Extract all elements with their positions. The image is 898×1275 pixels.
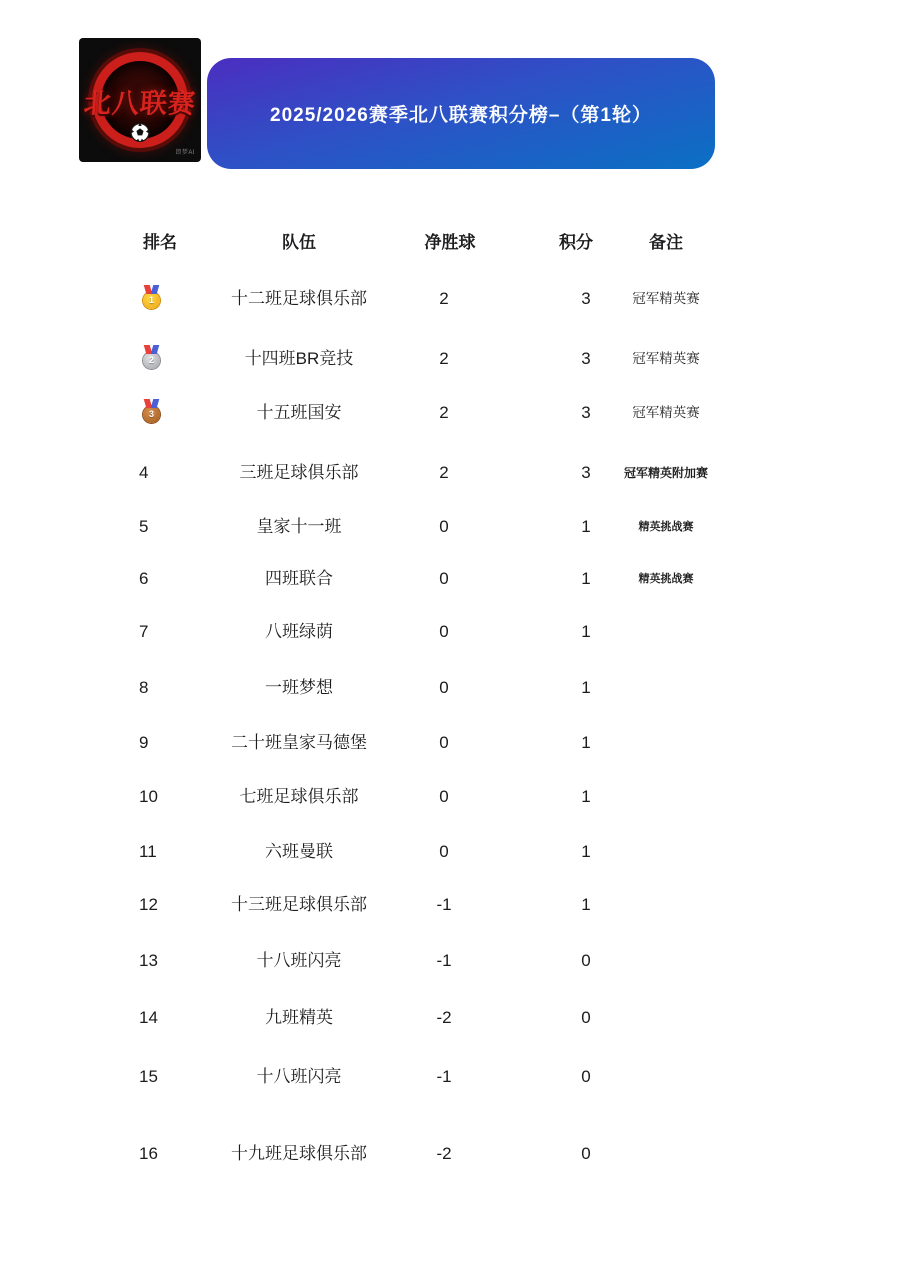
rank: 16 <box>139 1144 158 1163</box>
points: 1 <box>581 733 591 752</box>
rank: 15 <box>139 1067 158 1086</box>
rank: 8 <box>139 678 149 697</box>
goal-diff: 2 <box>439 289 449 308</box>
team-name: 九班精英 <box>265 1008 333 1027</box>
team-name: 六班曼联 <box>265 842 333 861</box>
goal-diff: 2 <box>439 403 449 422</box>
table-row <box>0 777 898 817</box>
rank: 13 <box>139 951 158 970</box>
points: 1 <box>581 517 591 536</box>
goal-diff: 0 <box>439 622 449 641</box>
team-name: 十三班足球俱乐部 <box>231 895 367 914</box>
points: 0 <box>581 1067 591 1086</box>
table-row <box>0 723 898 763</box>
rank: 7 <box>139 622 149 641</box>
goal-diff: 0 <box>439 787 449 806</box>
table-row <box>0 339 898 379</box>
rank: 12 <box>139 895 158 914</box>
goal-diff: 0 <box>439 678 449 697</box>
gold-medal-icon: 1 <box>143 292 160 309</box>
points: 0 <box>581 951 591 970</box>
page-title: 2025/2026赛季北八联赛积分榜–（第1轮） <box>270 105 652 126</box>
table-header-row <box>0 223 898 263</box>
table-row <box>0 507 898 547</box>
goal-diff: 2 <box>439 349 449 368</box>
note: 冠军精英赛 <box>632 405 700 420</box>
team-name: 一班梦想 <box>265 678 333 697</box>
team-name: 三班足球俱乐部 <box>239 463 359 482</box>
points: 1 <box>581 569 591 588</box>
goal-diff: 0 <box>439 517 449 536</box>
goal-diff: 2 <box>439 463 449 482</box>
goal-diff: -2 <box>436 1144 452 1163</box>
note: 冠军精英附加赛 <box>623 466 709 480</box>
header-goal-diff: 净胜球 <box>424 233 476 252</box>
team-name: 十五班国安 <box>256 403 342 422</box>
rank: 9 <box>139 733 149 752</box>
team-name: 二十班皇家马德堡 <box>231 733 367 752</box>
team-name: 四班联合 <box>265 569 333 588</box>
team-name: 七班足球俱乐部 <box>239 787 359 806</box>
table-row <box>0 393 898 433</box>
table-row <box>0 832 898 872</box>
logo-title: 北八联赛 <box>82 88 197 119</box>
table-row <box>0 668 898 708</box>
table-row <box>0 941 898 981</box>
team-name: 八班绿荫 <box>265 622 333 641</box>
points: 1 <box>581 842 591 861</box>
watermark-text: 即梦AI <box>175 150 195 156</box>
table-row <box>0 1057 898 1097</box>
table-row <box>0 998 898 1038</box>
goal-diff: 0 <box>439 733 449 752</box>
points: 1 <box>581 787 591 806</box>
points: 1 <box>581 895 591 914</box>
bronze-medal-icon: 3 <box>143 406 160 423</box>
points: 3 <box>581 349 591 368</box>
header-note: 备注 <box>649 233 683 252</box>
goal-diff: -1 <box>436 895 452 914</box>
header-team: 队伍 <box>282 233 316 252</box>
silver-medal-icon: 2 <box>143 352 160 369</box>
goal-diff: 0 <box>439 842 449 861</box>
rank: 10 <box>139 787 158 806</box>
team-name: 十二班足球俱乐部 <box>231 289 367 308</box>
note: 冠军精英赛 <box>632 291 700 306</box>
rank: 11 <box>139 842 157 861</box>
table-row <box>0 612 898 652</box>
points: 3 <box>581 289 591 308</box>
team-name: 十四班BR竞技 <box>244 349 354 368</box>
rank: 14 <box>139 1008 158 1027</box>
table-row <box>0 559 898 599</box>
points: 0 <box>581 1144 591 1163</box>
rank: 4 <box>139 463 149 482</box>
table-row <box>0 453 898 493</box>
goal-diff: -1 <box>436 1067 452 1086</box>
table-row <box>0 885 898 925</box>
header-points: 积分 <box>559 233 593 252</box>
note: 冠军精英赛 <box>632 351 700 366</box>
points: 3 <box>581 403 591 422</box>
note: 精英挑战赛 <box>638 573 694 585</box>
points: 3 <box>581 463 591 482</box>
goal-diff: -1 <box>436 951 452 970</box>
table-row <box>0 1134 898 1174</box>
rank: 6 <box>139 569 149 588</box>
points: 0 <box>581 1008 591 1027</box>
points: 1 <box>581 678 591 697</box>
note: 精英挑战赛 <box>638 521 694 533</box>
team-name: 十八班闪亮 <box>256 951 342 970</box>
team-name: 十九班足球俱乐部 <box>231 1144 367 1163</box>
rank: 5 <box>139 517 149 536</box>
table-row <box>0 279 898 319</box>
team-name: 皇家十一班 <box>256 517 342 536</box>
team-name: 十八班闪亮 <box>256 1067 342 1086</box>
goal-diff: 0 <box>439 569 449 588</box>
header-rank: 排名 <box>143 233 177 252</box>
points: 1 <box>581 622 591 641</box>
goal-diff: -2 <box>436 1008 452 1027</box>
